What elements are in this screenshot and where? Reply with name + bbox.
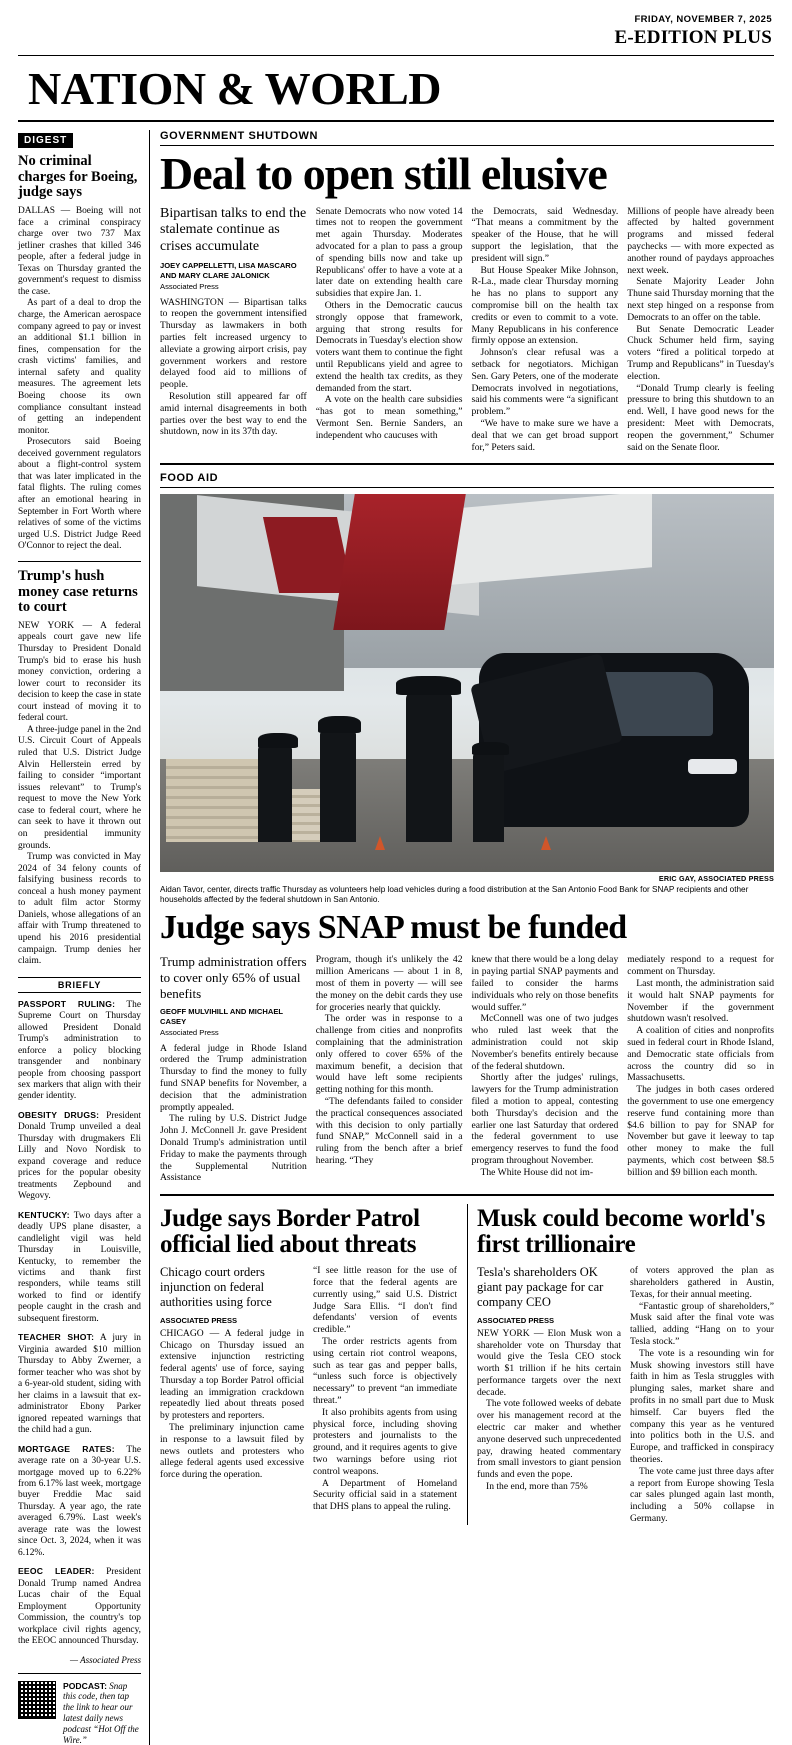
paragraph: the Democrats, said Wednesday. “That means a commitment by the speaker of the House, that he will support the legislation, that the president will sign.” (471, 205, 619, 264)
paragraph: But Senate Democratic Leader Chuck Schumer held firm, saying voters “fired a political torpedo at Trump and Republicans” in Tuesday's election. (627, 323, 774, 382)
photo-traffic-cone (541, 836, 551, 850)
paragraph: Prosecutors said Boeing deceived government regulators about a flight-control system that was later implicated in the fatal flights. The ruling comes after an emotional hearing in September in Fort Worth where relatives of some of the victims urged U.S. District Judge Reed O'Connor to reject the deal. (18, 437, 141, 552)
brief-text: Two days after a deadly UPS plane disaster, a candlelight vigil was held Thursday in Louisville, Kentucky, to remember the victims and thank first responders, while teams still worked to find or identify people caught in the crash and subsequent firestorm. (18, 1210, 141, 1324)
foodaid-headline[interactable]: Judge says SNAP must be funded (160, 909, 627, 947)
paragraph: The judges in both cases ordered the government to use one emergency reserve fund containing more than $4.6 billion to pay for SNAP for November but gave it leeway to tap other money to make the full payments, which cost between $8.5 billion and $9 billion each month. (627, 1084, 774, 1178)
paragraph: WASHINGTON — Bipartisan talks to reopen the government intensified Thursday as lawmakers in both parties felt increased urgency to alleviate a growing airport crisis, pay government workers and restore delayed food aid to millions of people. (160, 296, 307, 391)
paragraph: “Donald Trump clearly is feeling pressure to bring this shutdown to an end. Well, I have good news for the president: Meet with Democrats, reopen the government,” Schumer said on the Senate floor. (627, 382, 774, 453)
brief-item (18, 999, 141, 1103)
lead-body (160, 206, 774, 454)
podcast-label: PODCAST: (63, 1680, 107, 1691)
musk-headline[interactable]: Musk could become world's first trillionaire (477, 1205, 765, 1258)
podcast-desc: Snap this code, then tap the link to hear our latest daily news podcast (63, 1680, 133, 1734)
brief-item (18, 1110, 141, 1203)
photo-credit: ERIC GAY, ASSOCIATED PRESS (658, 874, 774, 884)
brief-text: The average rate on a 30-year U.S. mortgage moved up to 6.22% from 6.17% last week, mortgage buyer Freddie Mac said Thursday. A year ago, the rate averaged 6.79%. Last week's average rate was the lowest since Oct. 3, 2024, when it was 6.12%. (18, 1444, 141, 1558)
brief-item (18, 1566, 141, 1647)
brief-lead: MORTGAGE RATES: (18, 1443, 115, 1454)
musk-col-2 (630, 1265, 774, 1525)
lead-byline-org: Associated Press (160, 282, 219, 292)
photo-volunteer (320, 729, 357, 842)
paragraph: A federal judge in Rhode Island ordered the Trump administration Thursday to find the money to fully fund SNAP benefits for November, a decision that the administration promptly appealed. (160, 1042, 307, 1113)
paragraph: Senate Democrats who now voted 14 times not to reopen the government met again Thursday. Moderates advocated for a plan to pass a group of spending bills now and take up Republicans' offer to have a vote at a later date on extending health care subsidies that expire Jan. 1. (315, 205, 463, 300)
briefly-label: BRIEFLY (18, 977, 141, 993)
paragraph: A Department of Homeland Security official said in a statement that DHS plans to appeal the ruling. (313, 1477, 457, 1513)
divider (18, 561, 141, 562)
borderpatrol-byline-org: ASSOCIATED PRESS (160, 1316, 238, 1326)
paragraph: “The defendants failed to consider the practical consequences associated with this decision to only partially fund SNAP,” McConnell said in a ruling from the bench after a brief hearing. “They (315, 1095, 463, 1166)
photo-hat (258, 733, 298, 748)
paragraph: The order was in response to a challenge from cities and nonprofits complaining that the administration only offered to cover 65% of the maximum benefit, a decision that would have left some recipients getting nothing for this month. (315, 1013, 463, 1096)
paragraph: knew that there would be a long delay in paying partial SNAP payments and failed to consider the harms individuals who rely on those benefits would suffer.” (471, 954, 619, 1013)
foodaid-kicker: FOOD AID (160, 472, 774, 488)
paragraph: mediately respond to a request for comment on Thursday. (627, 954, 774, 978)
paragraph: The White House did not im- (480, 1166, 594, 1178)
paragraph: But House Speaker Mike Johnson, R-La., made clear Thursday morning he has no plans to support any compromise bill on the health tax credits or even to commit to a vote. Many Republicans in his conference firmly oppose an extension. (471, 264, 619, 347)
bottom-stories (160, 1204, 774, 1525)
borderpatrol-deck: Chicago court orders injunction on federal authorities using force (160, 1265, 272, 1310)
photo-traffic-director (406, 691, 452, 842)
musk-story (467, 1204, 774, 1525)
digest-credit: — Associated Press (70, 1654, 141, 1665)
paragraph: A three-judge panel in the 2nd U.S. Circuit Court of Appeals ruled that U.S. District Judge Alvin Hellerstein erred by failing to consider “important issues relevant” to Trump's request to move the New York case to federal court, where he can seek to have it thrown out on presidential immunity grounds. (18, 724, 141, 851)
brief-lead: PASSPORT RULING: (18, 998, 116, 1009)
musk-byline-org: ASSOCIATED PRESS (477, 1316, 555, 1326)
foodaid-col-4 (627, 954, 774, 1184)
digest-label: DIGEST (18, 133, 73, 148)
photo-red-shade (333, 494, 465, 630)
brief-text: The Supreme Court on Thursday allowed President Donald Trump's administration to enforce a policy blocking transgender and nonbinary people from choosing passport sex markers that align with their gender identity. (18, 999, 141, 1102)
brief-lead: KENTUCKY: (18, 1209, 70, 1220)
lead-col-4 (627, 206, 774, 454)
paragraph: A vote on the health care subsidies “has got to mean something,” Vermont Sen. Bernie Sanders, an independent who caucuses with (315, 394, 463, 441)
musk-col-1 (477, 1265, 621, 1525)
foodaid-col-3 (472, 954, 619, 1184)
digest-column (18, 130, 150, 1745)
digest-story1-body (18, 206, 141, 553)
paragraph: Last month, the administration said it would halt SNAP payments for November if the government shutdown wasn't resolved. (627, 978, 774, 1025)
paragraph: Millions of people have already been affected by halted government programs and missed federal paychecks — with more expected as another round of paydays approaches next week. (627, 205, 774, 276)
main-column (160, 130, 774, 1745)
paragraph: The ruling by U.S. District Judge John J. McConnell Jr. gave President Donald Trump's administration until Friday to make the payments through the Supplemental Nutrition Assistance (160, 1113, 307, 1184)
photo-car-headlight (688, 759, 737, 774)
masthead-date: FRIDAY, NOVEMBER 7, 2025 (634, 14, 772, 25)
masthead (18, 10, 774, 49)
divider (160, 463, 774, 465)
food-distribution-photo (160, 494, 774, 872)
divider (160, 1194, 774, 1196)
paragraph: CHICAGO — A federal judge in Chicago on Thursday issued an extensive injunction restricting federal agents' use of force, saying Thursday a top Border Patrol official leading an immigration crackdown repeatedly lied about threats posed by protesters and reporters. (160, 1327, 304, 1422)
foodaid-col-2 (316, 954, 463, 1184)
musk-body (477, 1265, 774, 1525)
brief-lead: TEACHER SHOT: (18, 1332, 95, 1343)
paragraph: McConnell was one of two judges who ruled last week that the administration could not skip November's benefits entirely because of the federal shutdown. (471, 1013, 619, 1072)
musk-deck: Tesla's shareholders OK giant pay package for car company CEO (477, 1265, 604, 1310)
paragraph: Senate Majority Leader John Thune said Thursday morning that the next step hinged on a response from Democrats to an offer on the table. (627, 276, 774, 323)
paragraph: NEW YORK — Elon Musk won a shareholder vote on Thursday that would give the Tesla CEO stock worth $1 trillion if he hits certain performance targets over the next decade. (477, 1327, 621, 1398)
lead-deck: Bipartisan talks to end the stalemate continue as crises accumulate (160, 205, 307, 254)
paragraph: The vote followed weeks of debate over his management record at the electric car maker and whether anyone deserved such unprecedented pay, drawing heated commentary from small investors to giant pension funds and even the pope. (477, 1398, 621, 1481)
paragraph: The preliminary injunction came in response to a lawsuit filed by news outlets and protesters who allege federal agents used excessive force during the operation. (160, 1422, 304, 1481)
photo-hat (472, 742, 509, 755)
foodaid-col-1 (160, 954, 307, 1184)
borderpatrol-body (160, 1265, 457, 1513)
photo-volunteer (473, 751, 504, 842)
brief-lead: EEOC LEADER: (18, 1566, 95, 1577)
digest-story2-body (18, 621, 141, 968)
photo-red-shade (262, 517, 352, 593)
paragraph: NEW YORK — A federal appeals court gave new life Thursday to President Donald Trump's bid to erase his hush money conviction, ordering a lower court to reconsider its decision to keep the case in state court instead of moving it to federal court. (18, 620, 141, 724)
page-title: NATION & WORLD (28, 63, 441, 114)
paragraph: “Fantastic group of shareholders,” Musk said after the final vote was tallied, adding “Hang on to your Tesla stock.” (630, 1300, 774, 1347)
lead-col-2 (316, 206, 463, 454)
paragraph: Program, though it's unlikely the 42 million Americans — about 1 in 8, most of them in poverty — will see the money on the debit cards they use for groceries nearly that quickly. (315, 954, 463, 1013)
lead-byline: JOEY CAPPELLETTI, LISA MASCARO AND MARY CLARE JALONICK (160, 261, 297, 280)
foodaid-body (160, 954, 774, 1184)
paragraph: The order restricts agents from using certain riot control weapons, such as tear gas and pepper balls, “unless such force is objectively necessary” to prevent “an immediate threat.” (313, 1336, 457, 1406)
paragraph: of voters approved the plan as shareholders gathered in Austin, Texas, for their annual meeting. (630, 1265, 774, 1300)
lead-kicker: GOVERNMENT SHUTDOWN (160, 130, 774, 146)
qr-code-icon[interactable] (18, 1681, 56, 1719)
paragraph: “I see little reason for the use of force that the federal agents are currently using,” said U.S. District Judge Sara Ellis. “I don't find defendants' version of events credible.” (313, 1265, 457, 1336)
brief-item (18, 1332, 141, 1436)
section-rule (18, 120, 774, 122)
paragraph: The vote is a resounding win for Musk showing investors still have faith in him as Tesla struggles with plunging sales, market share and profits in no small part due to Musk himself. Car buyers fled the company this year as he ventured into politics both in the U.S. and Europe, and trafficked in conspiracy theories. (630, 1347, 774, 1465)
borderpatrol-col-2 (313, 1265, 457, 1513)
paragraph: Resolution still appeared far off amid internal disagreements in both parties over the best way to end the shutdown, now in its 37th day. (160, 391, 307, 438)
brief-item (18, 1210, 141, 1326)
photo-hat (318, 716, 361, 733)
digest-story1-headline[interactable]: No criminal charges for Boeing, judge says (18, 153, 138, 201)
masthead-edition: E-EDITION PLUS (614, 27, 772, 48)
photo-traffic-cone (375, 836, 385, 850)
paragraph: Others in the Democratic caucus strongly oppose that framework, arguing that strong results for Democrats in Tuesday's election show voters want them to continue the fight until Republicans yield and agree to extend the health tax credits, as they demanded from the start. (315, 300, 463, 394)
borderpatrol-headline[interactable]: Judge says Border Patrol official lied about threats (160, 1205, 420, 1258)
paragraph: Trump was convicted in May 2024 of 34 felony counts of falsifying business records to conceal a hush money payment to adult film actor Stormy Daniels, whose allegations of an affair with Trump threatened to upend his 2016 presidential campaign. Trump denies her claim. (18, 852, 141, 967)
paragraph: “We have to make sure we have a deal that we can get broad support for,” Peters said. (471, 418, 619, 453)
podcast-promo-text (63, 1681, 141, 1745)
lead-col-3 (472, 206, 619, 454)
podcast-promo[interactable] (18, 1673, 141, 1745)
brief-text: President Donald Trump named Andrea Lucas chair of the Equal Employment Opportunity Commission, the country's top workplace civil rights agency, the EEOC announced Thursday. (18, 1567, 141, 1647)
photo-volunteer (258, 744, 292, 842)
paragraph: It also prohibits agents from using physical force, including shoving protesters and journalists to the ground, and it requires agents to give two warnings before using riot control weapons. (313, 1406, 457, 1477)
paragraph: As part of a deal to drop the charge, the American aerospace company agreed to pay or invest an additional $1.1 billion in fines, compensation for the crash victims' families, and internal safety and quality measures. The agreement lets Boeing choose its own compliance consultant instead of getting an independent monitor. (18, 298, 141, 436)
borderpatrol-story (160, 1204, 457, 1525)
paragraph: In the end, more than 75% (486, 1481, 588, 1493)
paragraph: A coalition of cities and nonprofits sued in federal court in Rhode Island, and Democratic state officials from across the country did so in Massachusetts. (627, 1025, 774, 1084)
brief-item (18, 1444, 141, 1560)
photo-caption: Aidan Tavor, center, directs traffic Thursday as volunteers help load vehicles during a food distribution at the San Antonio Food Bank for SNAP recipients and other households affected by the federal shutdown in San Antonio. (160, 885, 749, 905)
brief-text: A jury in Virginia awarded $10 million Thursday to Abby Zwerner, a former teacher who was shot by a 6-year-old student, siding with her claims in a lawsuit that ex-administrator Ebony Parker ignored repeated warnings that the child had a gun. (18, 1333, 141, 1436)
podcast-title: “Hot Off the Wire.” (63, 1723, 139, 1745)
lead-col-1 (160, 206, 307, 454)
borderpatrol-col-1 (160, 1265, 304, 1513)
paragraph: Shortly after the judges' rulings, lawyers for the Trump administration filed a motion to appeal, contesting both Thursday's decision and the earlier one last Saturday that ordered the federal government to use emergency reserves to fund the food program throughout November. (471, 1072, 619, 1166)
brief-lead: OBESITY DRUGS: (18, 1109, 100, 1120)
photo-cowboy-hat (396, 676, 460, 695)
foodaid-deck: Trump administration offers to cover only 65% of usual benefits (160, 954, 307, 1001)
foodaid-byline: GEOFF MULVIHILL AND MICHAEL CASEY (160, 1007, 283, 1026)
brief-text: President Donald Trump unveiled a deal Thursday with drugmakers Eli Lilly and Novo Nordisk to expand coverage and reduce prices for the popular obesity treatments Zepbound and Wegovy. (18, 1110, 141, 1202)
paragraph: The vote came just three days after a report from Europe showing Tesla car sales plunged again last month, including a 50% collapse in Germany. (630, 1465, 774, 1524)
lead-headline[interactable]: Deal to open still elusive (160, 148, 607, 199)
paragraph: Johnson's clear refusal was a setback for negotiators. Michigan Sen. Gary Peters, one of the moderate Democrats involved in negotiations, said his comments were “a significant problem.” (471, 347, 619, 418)
digest-story2-headline[interactable]: Trump's hush money case returns to court (18, 567, 138, 616)
foodaid-byline-org: Associated Press (160, 1028, 219, 1038)
paragraph: DALLAS — Boeing will not face a criminal conspiracy charge over two 737 Max jetliner crashes that killed 346 people, after a federal judge in Texas on Thursday granted the government's request to dismiss the case. (18, 205, 141, 297)
